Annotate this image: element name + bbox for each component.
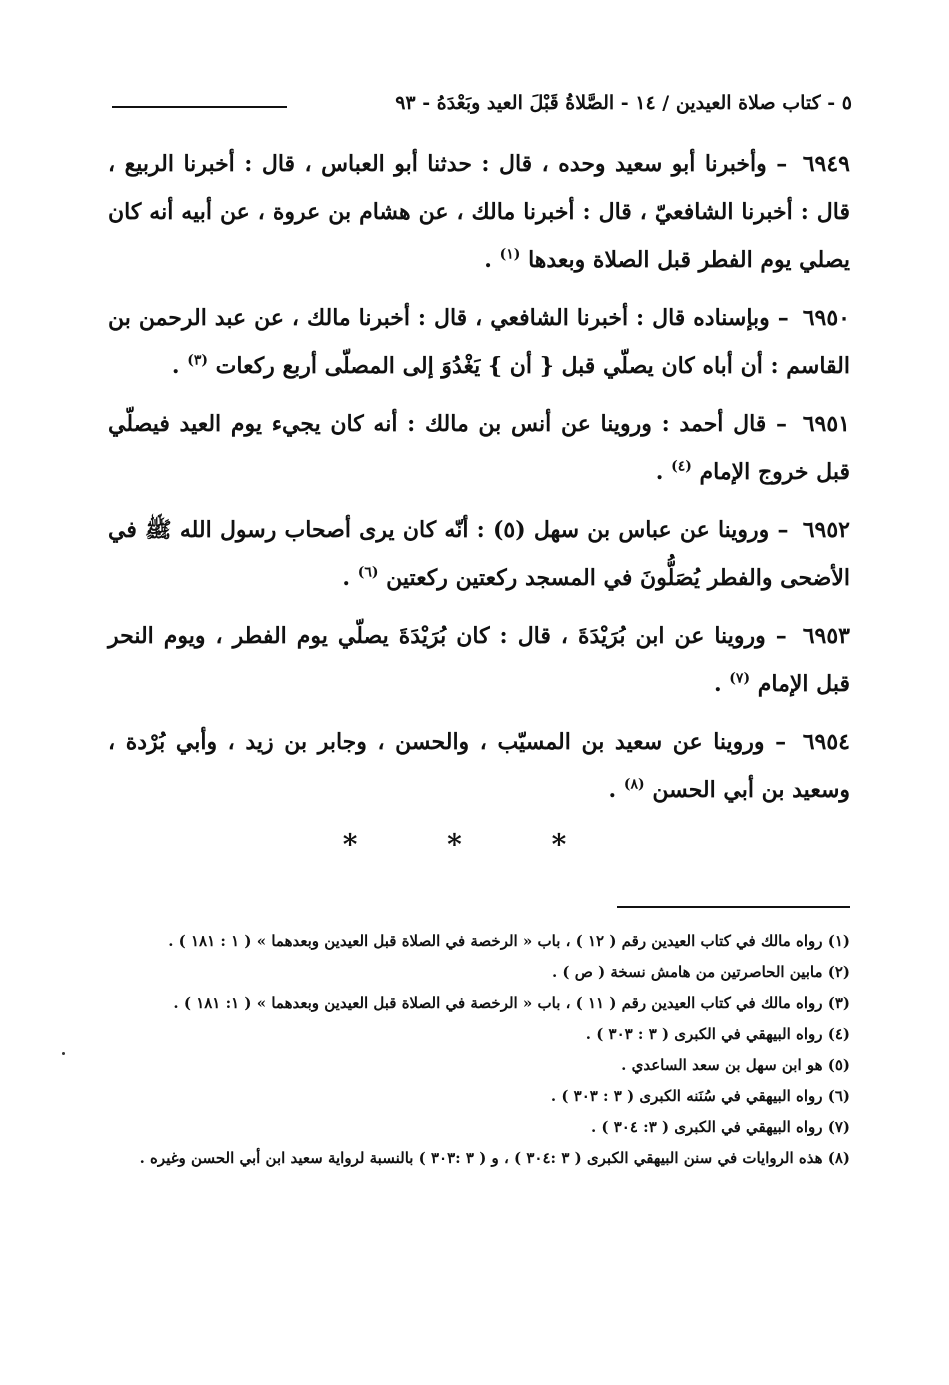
header-title: ٥ - كتاب صلاة العيدين / ١٤ - الصَّلاةُ قَبْلَ العيد وبَعْدَهُ - ٩٣ bbox=[395, 92, 852, 114]
footnote-item: (٢) مابين الحاصرتين من هامش نسخة ( ص ) . bbox=[551, 963, 850, 981]
paragraph-end: . bbox=[713, 671, 722, 697]
paragraph-end: . bbox=[484, 247, 492, 273]
paragraph-6949 bbox=[108, 140, 850, 284]
header-rule bbox=[112, 106, 287, 108]
footnote-ref: (٦) bbox=[357, 564, 379, 581]
footnote-item: (٣) رواه مالك في كتاب العيدين رقم ( ١١ ) ، باب « الرخصة في الصلاة قبل العيدين وبعدهما » ( ١: ١٨١ ) . bbox=[173, 994, 850, 1012]
footnote-ref: (١) bbox=[499, 246, 521, 263]
footnote-item: (٥) هو ابن سهل بن سعد الساعدي . bbox=[621, 1056, 850, 1074]
hadith-number: ٦٩٥١ bbox=[802, 411, 850, 437]
hadith-number: ٦٩٥٠ bbox=[802, 305, 850, 331]
paragraph-text: – وروينا عن ابن بُرَيْدَةَ ، قال : كان بُرَيْدَةَ يصلّي يوم الفطر ، ويوم النحر قبل الإمام bbox=[108, 623, 850, 697]
paragraph-6953 bbox=[108, 612, 850, 708]
footnote-ref: (٤) bbox=[671, 458, 692, 475]
section-separator: * * * bbox=[342, 828, 607, 861]
hadith-number: ٦٩٤٩ bbox=[802, 151, 850, 177]
paragraph-end: . bbox=[171, 353, 180, 379]
paragraph-text: – وبإسناده قال : أخبرنا الشافعي ، قال : أخبرنا مالك ، عن عبد الرحمن بن القاسم : أن أباه كان يصلّي قبل { أن } يَغْدُوَ إلى المصلّى أربع ركعات bbox=[108, 305, 850, 379]
footnotes bbox=[108, 926, 850, 1174]
footnote-ref: (٣) bbox=[187, 352, 208, 369]
paragraph-6951 bbox=[108, 400, 850, 496]
paragraph-text: – قال أحمد : وروينا عن أنس بن مالك : أنه كان يجيء يوم العيد فيصلّي قبل خروج الإمام bbox=[108, 411, 850, 485]
footnote-rule bbox=[617, 906, 850, 908]
footnote-ref: (٧) bbox=[729, 670, 751, 687]
paragraph-6952 bbox=[108, 506, 850, 602]
paragraph-6954 bbox=[108, 718, 850, 814]
footnote-item: (٨) هذه الروايات في سنن البيهقي الكبرى ( ٣ :٣٠٤ ) ، و ( ٣ :٣٠٣ ) بالنسبة لرواية سعيد ابن أبي الحسن وغيره . bbox=[139, 1149, 850, 1167]
paragraph-text: – وروينا عن سعيد بن المسيّب ، والحسن ، وجابر بن زيد ، وأبي بُرْدة ، وسعيد بن أبي الحسن bbox=[108, 729, 850, 803]
paragraph-end: . bbox=[655, 459, 664, 485]
footnote-item: (٤) رواه البيهقي في الكبرى ( ٣ : ٣٠٣ ) . bbox=[585, 1025, 850, 1043]
footnote-item: (١) رواه مالك في كتاب العيدين رقم ( ١٢ ) ، باب « الرخصة في الصلاة قبل العيدين وبعدهما » ( ١ : ١٨١ ) . bbox=[168, 932, 850, 950]
main-text bbox=[108, 140, 850, 824]
paragraph-text: – وأخبرنا أبو سعيد وحده ، قال : حدثنا أبو العباس ، قال : أخبرنا الربيع ، قال : أخبرنا الشافعيّ ، قال : أخبرنا مالك ، عن هشام بن عروة ، عن أبيه أنه كان يصلي يوم الفطر قبل الصلاة وبعدها bbox=[108, 151, 850, 273]
running-header bbox=[112, 92, 852, 122]
footnote-item: (٧) رواه البيهقي في الكبرى ( ٣: ٣٠٤ ) . bbox=[590, 1118, 850, 1136]
paragraph-6950 bbox=[108, 294, 850, 390]
paragraph-text: – وروينا عن عباس بن سهل (٥) : أنّه كان يرى أصحاب رسول الله ﷺ في الأضحى والفطر يُصَلُّونَ في المسجد ركعتين ركعتين bbox=[108, 517, 850, 591]
hadith-number: ٦٩٥٤ bbox=[802, 729, 850, 755]
paragraph-end: . bbox=[342, 565, 351, 591]
scan-speck bbox=[62, 1052, 65, 1055]
paragraph-end: . bbox=[608, 777, 617, 803]
hadith-number: ٦٩٥٢ bbox=[802, 517, 850, 543]
hadith-number: ٦٩٥٣ bbox=[802, 623, 850, 649]
footnote-item: (٦) رواه البيهقي في سُنَنه الكبرى ( ٣ : ٣٠٣ ) . bbox=[550, 1087, 850, 1105]
footnote-ref: (٨) bbox=[623, 776, 645, 793]
